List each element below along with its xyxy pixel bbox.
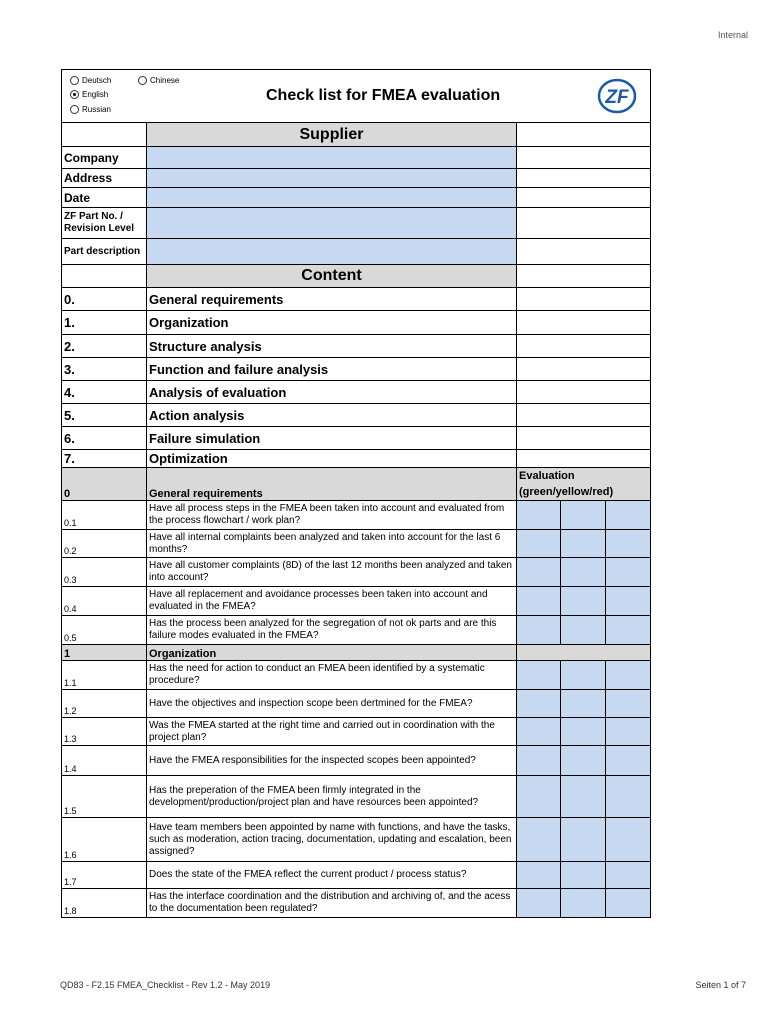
evaluation-cell-red[interactable]	[606, 530, 651, 558]
evaluation-cell-green[interactable]	[517, 746, 561, 776]
question-text: Have the objectives and inspection scope been dertmined for the FMEA?	[147, 690, 517, 718]
address-field[interactable]	[147, 169, 517, 188]
fmea-checklist-sheet	[61, 69, 650, 918]
evaluation-cell-yellow[interactable]	[561, 558, 606, 587]
question-number: 0.1	[62, 501, 147, 530]
section-title: Organization	[147, 645, 517, 661]
evaluation-cell-red[interactable]	[606, 818, 651, 862]
question-number: 1.2	[62, 690, 147, 718]
question-text: Have all process steps in the FMEA been taken into account and evaluated from the process flowchart / work plan?	[147, 501, 517, 530]
content-item[interactable]: 2. Structure analysis	[62, 335, 651, 358]
radio-russian[interactable]	[70, 105, 79, 114]
question-text: Has the preperation of the FMEA been firmly integrated in the development/production/project plan and have resources been appointed?	[147, 776, 517, 818]
question-number: 0.3	[62, 558, 147, 587]
evaluation-cell-yellow[interactable]	[561, 501, 606, 530]
question-text: Have all replacement and avoidance processes been taken into account and evaluated in the FMEA?	[147, 587, 517, 616]
question-row	[62, 818, 651, 862]
evaluation-cell-green[interactable]	[517, 616, 561, 645]
radio-chinese[interactable]	[138, 76, 147, 85]
document-header	[62, 70, 651, 123]
question-text: Has the interface coordination and the distribution and archiving of, and the acess to the documentation been regulated?	[147, 889, 517, 918]
content-item[interactable]: 4. Analysis of evaluation	[62, 381, 651, 404]
footer-document-id: QD83 - F2.15 FMEA_Checklist - Rev 1.2 - May 2019	[60, 980, 271, 990]
language-option-english[interactable]: English	[70, 90, 108, 99]
question-text: Was the FMEA started at the right time and carried out in coordination with the project plan?	[147, 718, 517, 746]
question-number: 0.4	[62, 587, 147, 616]
question-row	[62, 661, 651, 690]
evaluation-cell-yellow[interactable]	[561, 818, 606, 862]
question-text: Have the FMEA responsibilities for the inspected scopes been appointed?	[147, 746, 517, 776]
question-text: Has the process been analyzed for the segregation of not ok parts and are this failure modes evaluated in the FMEA?	[147, 616, 517, 645]
question-number: 1.7	[62, 862, 147, 889]
question-row	[62, 746, 651, 776]
content-item[interactable]: 3. Function and failure analysis	[62, 358, 651, 381]
evaluation-cell-red[interactable]	[606, 776, 651, 818]
checklist-table	[61, 69, 651, 918]
question-number: 1.3	[62, 718, 147, 746]
evaluation-cell-green[interactable]	[517, 889, 561, 918]
question-row	[62, 530, 651, 558]
radio-deutsch[interactable]	[70, 76, 79, 85]
company-label: Company	[62, 147, 147, 169]
content-item[interactable]: 7. Optimization	[62, 450, 651, 468]
evaluation-cell-red[interactable]	[606, 746, 651, 776]
evaluation-cell-yellow[interactable]	[561, 690, 606, 718]
part-description-field[interactable]	[147, 239, 517, 265]
evaluation-cell-green[interactable]	[517, 862, 561, 889]
page-title: Check list for FMEA evaluation	[266, 87, 501, 104]
question-text: Have team members been appointed by name with functions, and have the tasks, such as moderation, action tracing, documentation, updating and escalation, been assigned?	[147, 818, 517, 862]
question-number: 1.5	[62, 776, 147, 818]
section-header-row	[62, 645, 651, 661]
evaluation-cell-green[interactable]	[517, 530, 561, 558]
section-header-row	[62, 468, 651, 501]
content-item[interactable]: 0. General requirements	[62, 288, 651, 311]
language-option-chinese[interactable]: Chinese	[138, 76, 179, 85]
evaluation-cell-yellow[interactable]	[561, 587, 606, 616]
evaluation-cell-yellow[interactable]	[561, 776, 606, 818]
language-option-russian[interactable]: Russian	[70, 105, 111, 114]
question-row	[62, 776, 651, 818]
part-number-label: ZF Part No. / Revision Level	[62, 208, 147, 239]
question-text: Does the state of the FMEA reflect the current product / process status?	[147, 862, 517, 889]
section-eval-blank	[517, 645, 651, 661]
evaluation-cell-yellow[interactable]	[561, 616, 606, 645]
evaluation-cell-green[interactable]	[517, 776, 561, 818]
evaluation-cell-yellow[interactable]	[561, 862, 606, 889]
evaluation-cell-green[interactable]	[517, 718, 561, 746]
evaluation-cell-yellow[interactable]	[561, 661, 606, 690]
language-option-deutsch[interactable]: Deutsch	[70, 76, 111, 85]
company-field[interactable]	[147, 147, 517, 169]
evaluation-cell-red[interactable]	[606, 889, 651, 918]
evaluation-cell-red[interactable]	[606, 616, 651, 645]
question-row	[62, 718, 651, 746]
evaluation-cell-green[interactable]	[517, 587, 561, 616]
question-number: 1.6	[62, 818, 147, 862]
date-field[interactable]	[147, 188, 517, 208]
evaluation-header: Evaluation (green/yellow/red)	[517, 468, 651, 501]
evaluation-cell-red[interactable]	[606, 558, 651, 587]
evaluation-cell-red[interactable]	[606, 587, 651, 616]
evaluation-cell-yellow[interactable]	[561, 718, 606, 746]
content-item[interactable]: 1. Organization	[62, 311, 651, 335]
date-label: Date	[62, 188, 147, 208]
question-row	[62, 616, 651, 645]
question-number: 1.4	[62, 746, 147, 776]
evaluation-cell-red[interactable]	[606, 661, 651, 690]
part-description-label: Part description	[62, 239, 147, 265]
question-number: 1.8	[62, 889, 147, 918]
question-text: Have all internal complaints been analyzed and taken into account for the last 6 months?	[147, 530, 517, 558]
evaluation-cell-red[interactable]	[606, 862, 651, 889]
evaluation-cell-red[interactable]	[606, 690, 651, 718]
radio-english[interactable]	[70, 90, 79, 99]
zf-logo-icon	[597, 78, 637, 114]
section-title: General requirements	[147, 468, 517, 501]
evaluation-cell-green[interactable]	[517, 558, 561, 587]
footer-page-number: Seiten 1 of 7	[695, 980, 746, 990]
question-row	[62, 889, 651, 918]
content-item[interactable]: 6. Failure simulation	[62, 427, 651, 450]
question-row	[62, 587, 651, 616]
part-number-field[interactable]	[147, 208, 517, 239]
address-label: Address	[62, 169, 147, 188]
question-number: 0.5	[62, 616, 147, 645]
evaluation-cell-yellow[interactable]	[561, 889, 606, 918]
evaluation-cell-red[interactable]	[606, 718, 651, 746]
question-row	[62, 862, 651, 889]
evaluation-cell-green[interactable]	[517, 818, 561, 862]
section-number: 1	[62, 645, 147, 661]
section-number: 0	[62, 468, 147, 501]
supplier-heading: Supplier	[147, 123, 517, 147]
question-row	[62, 690, 651, 718]
question-text: Have all customer complaints (8D) of the last 12 months been analyzed and taken into account?	[147, 558, 517, 587]
classification-label: Internal	[717, 30, 748, 40]
question-text: Has the need for action to conduct an FMEA been identified by a systematic procedure?	[147, 661, 517, 690]
evaluation-cell-yellow[interactable]	[561, 746, 606, 776]
question-row	[62, 501, 651, 530]
evaluation-cell-green[interactable]	[517, 690, 561, 718]
content-heading: Content	[147, 265, 517, 288]
question-row	[62, 558, 651, 587]
content-item[interactable]: 5. Action analysis	[62, 404, 651, 427]
evaluation-cell-green[interactable]	[517, 501, 561, 530]
evaluation-cell-yellow[interactable]	[561, 530, 606, 558]
logo-text: ZF	[605, 87, 629, 108]
question-number: 1.1	[62, 661, 147, 690]
question-number: 0.2	[62, 530, 147, 558]
evaluation-cell-green[interactable]	[517, 661, 561, 690]
evaluation-cell-red[interactable]	[606, 501, 651, 530]
